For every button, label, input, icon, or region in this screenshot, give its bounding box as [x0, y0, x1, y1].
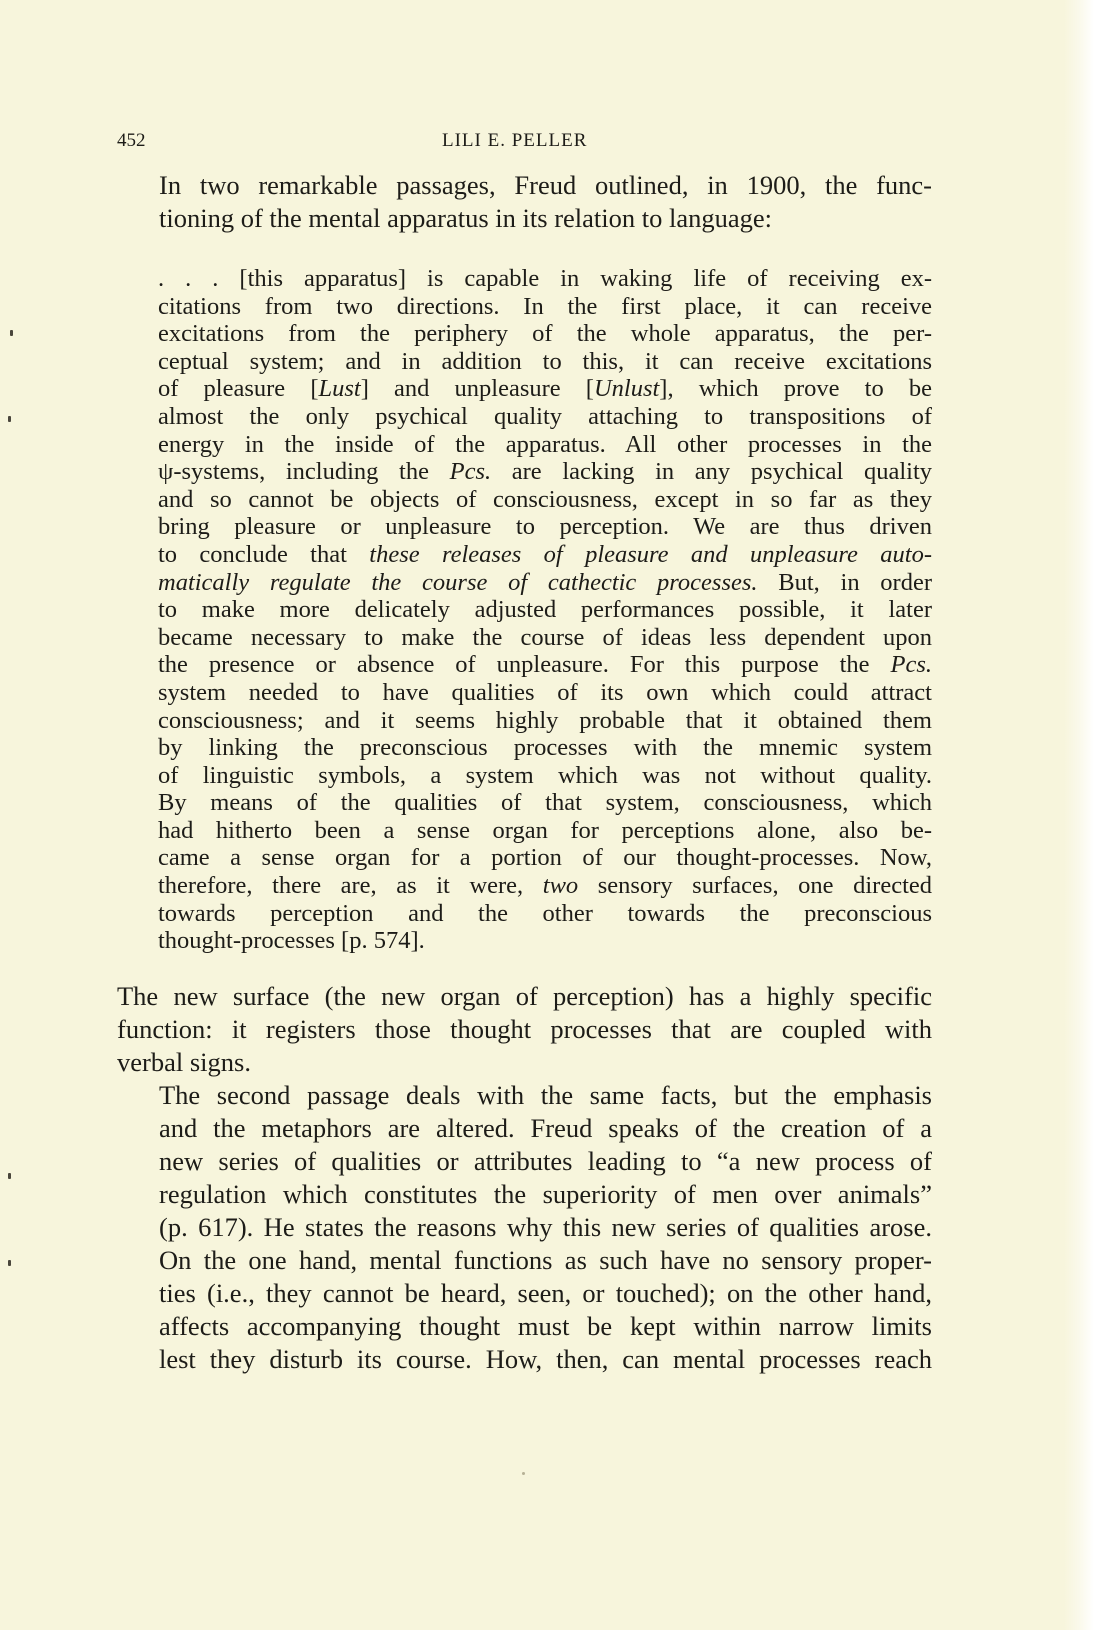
quote-line: consciousness; and it seems highly probable that it obtained them: [158, 706, 932, 734]
quote-line: to conclude that these releases of pleasure and unpleasure auto-: [158, 540, 932, 568]
page-number: 452: [117, 130, 146, 151]
quote-line: the presence or absence of unpleasure. For this purpose the Pcs.: [158, 651, 932, 679]
text-line: lest they disturb its course. How, then, can mental processes reach: [159, 1344, 932, 1374]
quote-line: system needed to have qualities of its own which could attract: [158, 678, 932, 706]
quote-line: bring pleasure or unpleasure to perception. We are thus driven: [158, 513, 932, 541]
quote-line: of pleasure [Lust] and unpleasure [Unlust], which prove to be: [158, 375, 932, 403]
margin-mark: [8, 416, 11, 422]
page-edge-shading: [1064, 0, 1094, 1630]
margin-mark: [10, 330, 13, 336]
quote-line: had hitherto been a sense organ for perceptions alone, also be-: [158, 816, 932, 844]
text-line: affects accompanying thought must be kept within narrow limits: [159, 1311, 932, 1341]
quote-line: came a sense organ for a portion of our thought-processes. Now,: [158, 844, 932, 872]
quote-line: matically regulate the course of cathectic processes. But, in order: [158, 568, 932, 596]
second-passage-paragraph: [117, 1079, 932, 1376]
quote-line: excitations from the periphery of the whole apparatus, the per-: [158, 320, 932, 348]
quote-line: became necessary to make the course of ideas less dependent upon: [158, 623, 932, 651]
commentary-paragraph: [117, 980, 932, 1079]
quote-line: ceptual system; and in addition to this, it can receive excitations: [158, 347, 932, 375]
quote-line: citations from two directions. In the first place, it can receive: [158, 292, 932, 320]
margin-mark: [8, 1173, 11, 1179]
quote-line: By means of the qualities of that system, consciousness, which: [158, 789, 932, 817]
block-quotation: [158, 265, 932, 955]
intro-paragraph: [117, 169, 932, 235]
running-head: LILI E. PELLER: [442, 130, 588, 151]
text-line: ties (i.e., they cannot be heard, seen, or touched); on the other hand,: [159, 1278, 932, 1308]
text-line: The new surface (the new organ of perception) has a highly specific: [117, 981, 932, 1011]
quote-line: by linking the preconscious processes with the mnemic system: [158, 734, 932, 762]
text-line: and the metaphors are altered. Freud speaks of the creation of a: [159, 1113, 932, 1143]
text-line: regulation which constitutes the superiority of men over animals”: [159, 1179, 932, 1209]
quote-line: ψ-systems, including the Pcs. are lacking in any psychical quality: [158, 458, 932, 486]
quote-line: of linguistic symbols, a system which was not without quality.: [158, 761, 932, 789]
text-line: new series of qualities or attributes leading to “a new process of: [159, 1146, 932, 1176]
italic-term: Pcs.: [449, 458, 492, 486]
text-line: On the one hand, mental functions as such have no sensory proper-: [159, 1245, 932, 1275]
italic-emphasis: these releases of pleasure and unpleasure auto-: [369, 540, 932, 568]
quote-line: thought-processes [p. 574].: [158, 927, 425, 955]
italic-term: Unlust: [593, 375, 660, 403]
quote-line: almost the only psychical quality attaching to transpositions of: [158, 402, 932, 430]
paper-speck: [522, 1472, 525, 1475]
italic-emphasis: matically regulate the course of cathectic processes.: [158, 568, 758, 596]
text-line: (p. 617). He states the reasons why this new series of qualities arose.: [159, 1212, 932, 1242]
quote-line: and so cannot be objects of consciousness, except in so far as they: [158, 485, 932, 513]
margin-mark: [8, 1260, 11, 1266]
quote-line: energy in the inside of the apparatus. All other processes in the: [158, 430, 932, 458]
text-line: verbal signs.: [117, 1047, 251, 1077]
italic-term: Lust: [318, 375, 361, 403]
quote-line: to make more delicately adjusted performances possible, it later: [158, 596, 932, 624]
quote-line: . . . [this apparatus] is capable in waking life of receiving ex-: [158, 265, 932, 292]
italic-term: Pcs.: [890, 651, 932, 679]
text-line: In two remarkable passages, Freud outlined, in 1900, the func-: [159, 170, 932, 200]
italic-term: two: [542, 872, 579, 900]
quote-line: therefore, there are, as it were, two sensory surfaces, one directed: [158, 872, 932, 900]
text-line: tioning of the mental apparatus in its relation to language:: [159, 203, 773, 233]
text-line: The second passage deals with the same facts, but the emphasis: [159, 1080, 932, 1110]
text-line: function: it registers those thought processes that are coupled with: [117, 1014, 932, 1044]
quote-line: towards perception and the other towards the preconscious: [158, 899, 932, 927]
